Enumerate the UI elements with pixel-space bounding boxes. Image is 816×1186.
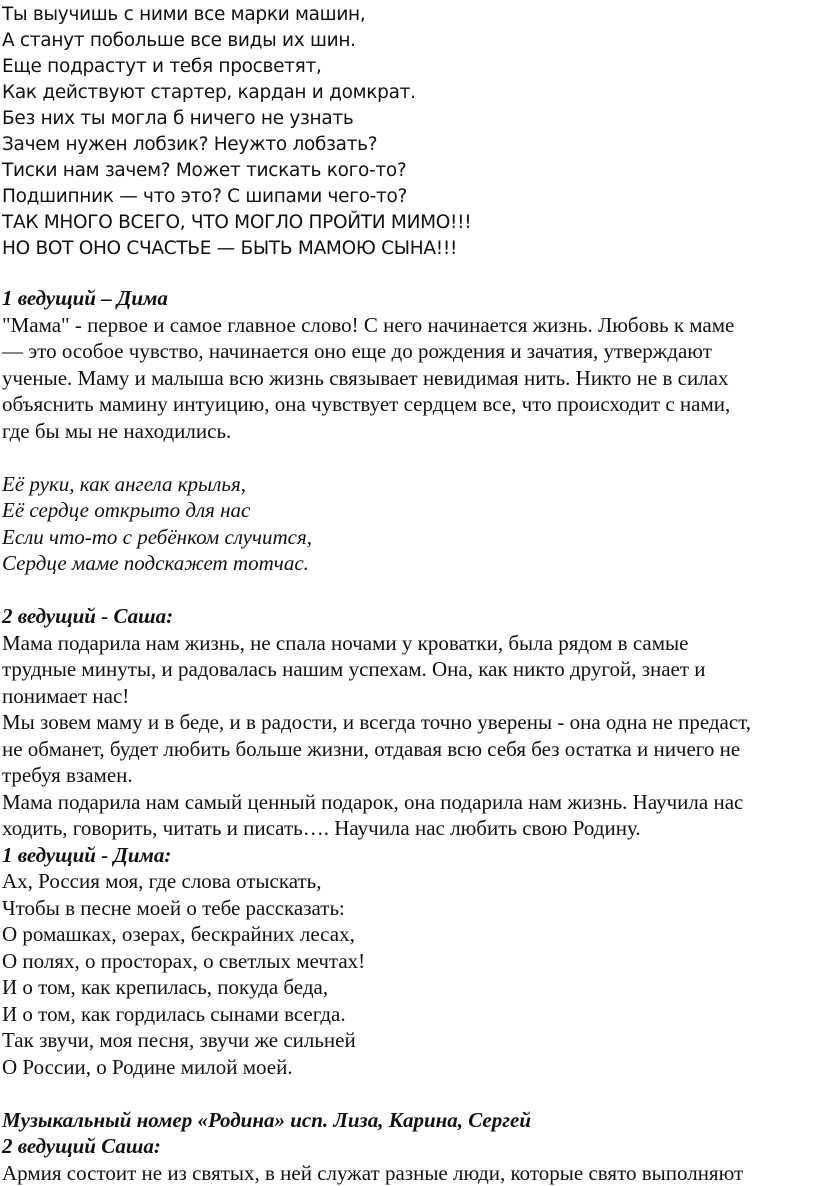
poem-line: Подшипник — что это? С шипами чего-то? (2, 186, 408, 207)
section2-heading: 2 ведущий - Саша: (2, 604, 174, 628)
section4-heading: 2 ведущий Саша: (2, 1134, 161, 1158)
main-text (2, 285, 814, 1186)
verse-line: Сердце маме подскажет тотчас. (2, 551, 309, 575)
spacer (2, 577, 814, 604)
paragraph-line: "Мама" - первое и самое главное слово! С него начинается жизнь. Любовь к маме (2, 312, 735, 337)
paragraph-line: — это особое чувство, начинается оно еще до рождения и зачатия, утверждают (2, 339, 712, 363)
poem-line: Тиски нам зачем? Может тискать кого-то? (2, 160, 407, 181)
verse-line: И о том, как крепилась, покуда беда, (2, 975, 329, 999)
poem-line-caps: НО ВОТ ОНО СЧАСТЬЕ — БЫТЬ МАМОЮ СЫНА!!! (2, 238, 458, 259)
poem-line: Зачем нужен лобзик? Неужто лобзать? (2, 134, 378, 155)
verse-line: О ромашках, озерах, бескрайних лесах, (2, 922, 355, 946)
poem-top (2, 2, 471, 262)
section3-heading: 1 ведущий - Дима: (2, 842, 172, 867)
verse-line: О полях, о просторах, о светлых мечтах! (2, 948, 366, 973)
poem-line: Еще подрастут и тебя просветят, (2, 56, 322, 77)
verse-line: Так звучи, моя песня, звучи же сильней (2, 1028, 356, 1052)
spacer (2, 444, 814, 471)
music-number-heading: Музыкальный номер «Родина» исп. Лиза, Карина, Сергей (2, 1107, 532, 1132)
paragraph-line: Мама подарила нам жизнь, не спала ночами у кроватки, была рядом в самые (2, 630, 689, 655)
verse-line: О России, о Родине милой моей. (2, 1054, 293, 1079)
paragraph-line: Армия состоит не из святых, в ней служат разные люди, которые свято выполняют (2, 1160, 744, 1185)
verse-line: Ах, Россия моя, где слова отыскать, (2, 869, 322, 893)
paragraph-line: ученые. Маму и малыша всю жизнь связывает невидимая нить. Никто не в силах (2, 365, 729, 390)
verse-line: Чтобы в песне моей о тебе рассказать: (2, 895, 345, 920)
poem-line: Ты выучишь с ними все марки машин, (2, 4, 366, 25)
poem-line: Без них ты могла б ничего не узнать (2, 108, 354, 129)
paragraph-line: ходить, говорить, читать и писать…. Научила нас любить свою Родину. (2, 816, 641, 840)
verse-line: Её сердце открыто для нас (2, 498, 251, 522)
paragraph-line: объяснить мамину интуицию, она чувствует сердцем все, что происходит с нами, (2, 392, 731, 416)
paragraph-line: Мама подарила нам самый ценный подарок, она подарила нам жизнь. Научила нас (2, 789, 744, 814)
spacer (2, 1080, 814, 1107)
paragraph-line: где бы мы не находились. (2, 418, 232, 443)
poem-line: Как действуют стартер, кардан и домкрат. (2, 82, 416, 103)
verse-line: И о том, как гордилась сынами всегда. (2, 1001, 346, 1026)
poem-line: А станут побольше все виды их шин. (2, 30, 356, 51)
section1-heading: 1 ведущий – Дима (2, 286, 168, 310)
paragraph-line: понимает нас! (2, 683, 130, 708)
poem-line-caps: ТАК МНОГО ВСЕГО, ЧТО МОГЛО ПРОЙТИ МИМО!!! (2, 212, 472, 233)
verse-line: Если что-то с ребёнком случится, (2, 524, 312, 549)
paragraph-line: трудные минуты, и радовалась нашим успехам. Она, как никто другой, знает и (2, 657, 706, 681)
verse-line: Её руки, как ангела крылья, (2, 471, 246, 496)
paragraph-line: требуя взамен. (2, 763, 133, 787)
paragraph-line: не обманет, будет любить больше жизни, отдавая всю себя без остатка и ничего не (2, 736, 741, 761)
paragraph-line: Мы зовем маму и в беде, и в радости, и всегда точно уверены - она одна не предаст, (2, 710, 752, 734)
